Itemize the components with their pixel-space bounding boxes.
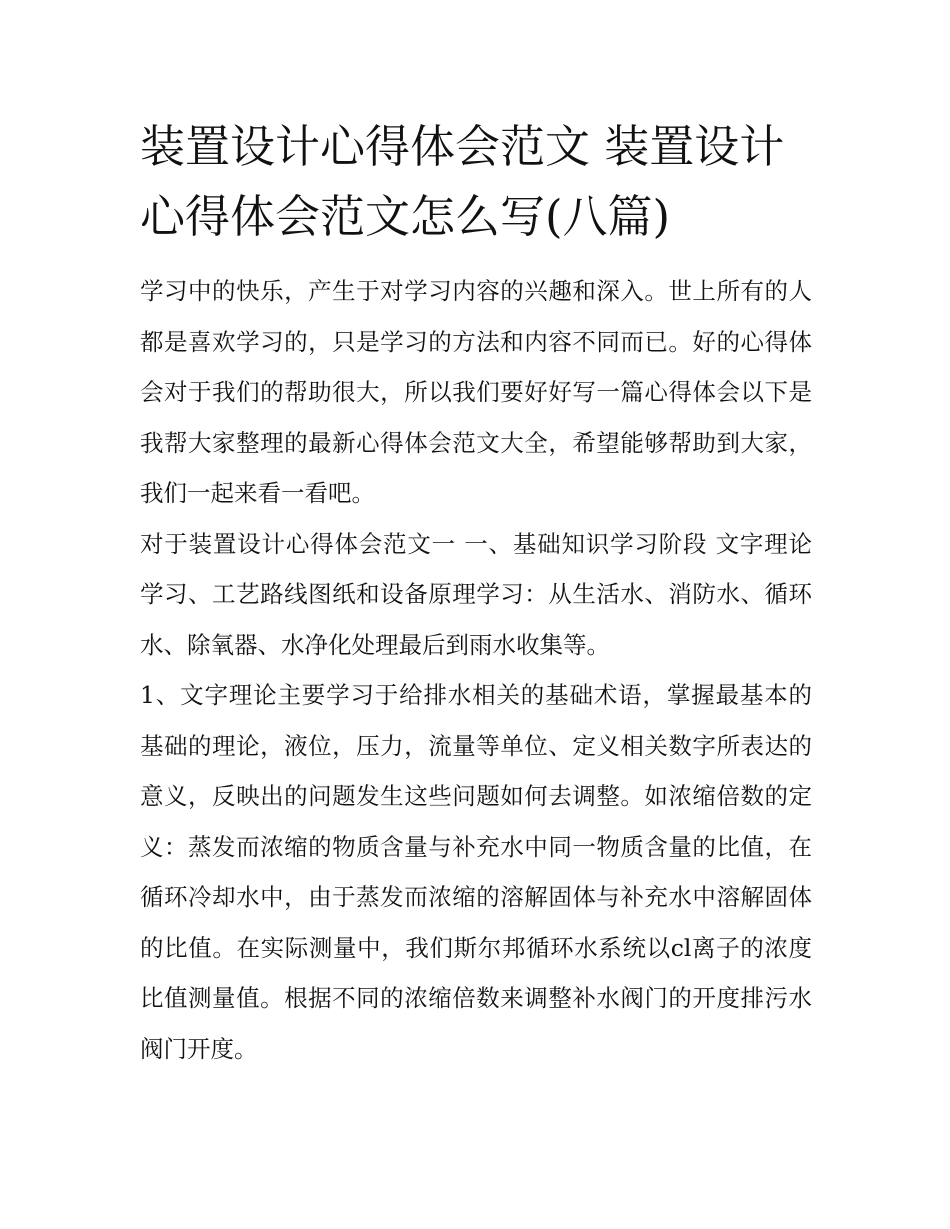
section-one-paragraph: 对于装置设计心得体会范文一 一、基础知识学习阶段 文字理论学习、工艺路线图纸和设备原理学习：从生活水、消防水、循环水、除氧器、水净化处理最后到雨水收集等。 — [140, 529, 812, 659]
document-title: 装置设计心得体会范文 装置设计心得体会范文怎么写(八篇) — [140, 120, 785, 243]
document-body — [140, 112, 812, 1074]
theory-study-paragraph: 1、文字理论主要学习于给排水相关的基础术语，掌握最基本的基础的理论，液位，压力，流量等单位、定义相关数字所表达的意义，反映出的问题发生这些问题如何去调整。如浓缩倍数的定义：蒸发而浓缩的物质含量与补充水中同一物质含量的比值，在循环冷却水中，由于蒸发而浓缩的溶解固体与补充水中溶解固体的比值。在实际测量中，我们斯尔邦循环水系统以cl离子的浓度比值测量值。根据不同的浓缩倍数来调整补水阀门的开度排污水阀门开度。 — [140, 681, 812, 1063]
intro-paragraph: 学习中的快乐，产生于对学习内容的兴趣和深入。世上所有的人都是喜欢学习的，只是学习的方法和内容不同而已。好的心得体会对于我们的帮助很大，所以我们要好好写一篇心得体会以下是我帮大家整理的最新心得体会范文大全，希望能够帮助到大家，我们一起来看一看吧。 — [140, 277, 812, 507]
